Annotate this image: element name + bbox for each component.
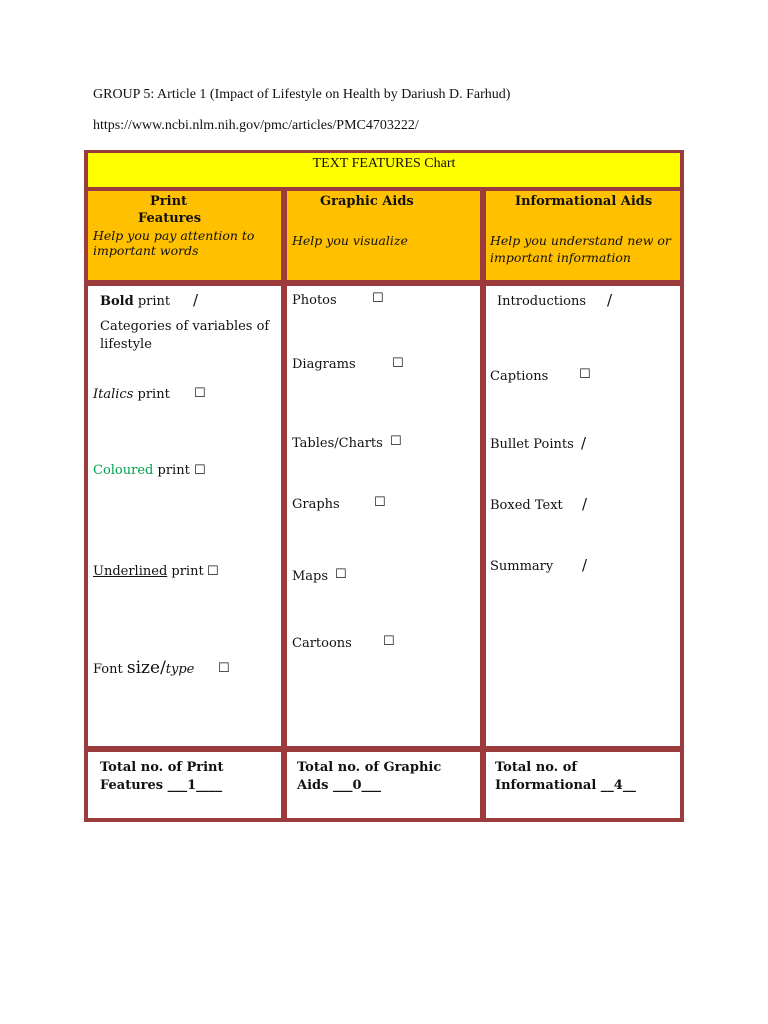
bullet-points-item: Bullet Points [490,437,574,452]
print-heading-2: Features [138,211,202,226]
table-title: TEXT FEATURES Chart [88,153,680,187]
font-size-checkbox[interactable]: ☐ [218,661,230,676]
graphic-total-cell [287,752,480,818]
print-subheading: Help you pay attention to important words [93,228,255,258]
graphic-aids-cell [287,286,480,746]
tables-charts-item: Tables/Charts [292,436,383,451]
info-subheading: Help you understand new or important information [490,233,671,265]
bold-check-mark: / [193,291,199,309]
diagrams-item: Diagrams [292,357,356,372]
coloured-print-item: Coloured print [93,463,190,478]
bold-print-note: Categories of variables of lifestyle [100,319,270,352]
graphic-total: Total no. of Graphic Aids ___0___ [297,760,442,793]
coloured-checkbox[interactable]: ☐ [194,463,206,478]
italics-checkbox[interactable]: ☐ [194,386,206,401]
introductions-check-mark: / [607,291,613,309]
document-title: GROUP 5: Article 1 (Impact of Lifestyle on Health by Dariush D. Farhud) [93,87,511,102]
graphic-aids-header [287,191,480,280]
article-url: https://www.ncbi.nlm.nih.gov/pmc/articles/PMC4703222/ [93,118,419,133]
boxed-text-check-mark: / [582,495,588,513]
photos-checkbox[interactable]: ☐ [372,291,384,306]
captions-checkbox[interactable]: ☐ [579,367,591,382]
italics-print-item: Italics print [93,387,170,402]
graphs-item: Graphs [292,497,340,512]
info-heading: Informational Aids [515,194,653,209]
tables-charts-checkbox[interactable]: ☐ [390,434,402,449]
bold-print-item: Bold print [100,294,171,309]
captions-item: Captions [490,369,549,384]
graphic-subheading: Help you visualize [292,233,408,248]
bullet-points-check-mark: / [581,434,587,452]
introductions-item: Introductions [497,294,587,309]
cartoons-checkbox[interactable]: ☐ [383,634,395,649]
photos-item: Photos [292,293,337,308]
summary-item: Summary [490,559,554,574]
underlined-checkbox[interactable]: ☐ [207,564,219,579]
maps-checkbox[interactable]: ☐ [335,567,347,582]
graphic-heading: Graphic Aids [320,194,414,209]
summary-check-mark: / [582,556,588,574]
underlined-print-item: Underlined print [93,564,204,579]
informational-aids-cell [486,286,680,746]
informational-aids-header [486,191,680,280]
diagrams-checkbox[interactable]: ☐ [392,356,404,371]
print-features-header [88,191,281,280]
font-size-type-item: Font size/type [93,658,195,678]
boxed-text-item: Boxed Text [490,498,563,513]
text-features-table [84,150,684,822]
print-total-cell [88,752,281,818]
print-total: Total no. of Print Features ___1____ [100,760,224,793]
cartoons-item: Cartoons [292,636,352,651]
graphs-checkbox[interactable]: ☐ [374,495,386,510]
maps-item: Maps [292,569,329,584]
print-features-cell [88,286,281,746]
info-total-cell [486,752,680,818]
print-heading-1: Print [150,194,188,209]
info-total: Total no. of Informational __4__ [495,760,636,793]
